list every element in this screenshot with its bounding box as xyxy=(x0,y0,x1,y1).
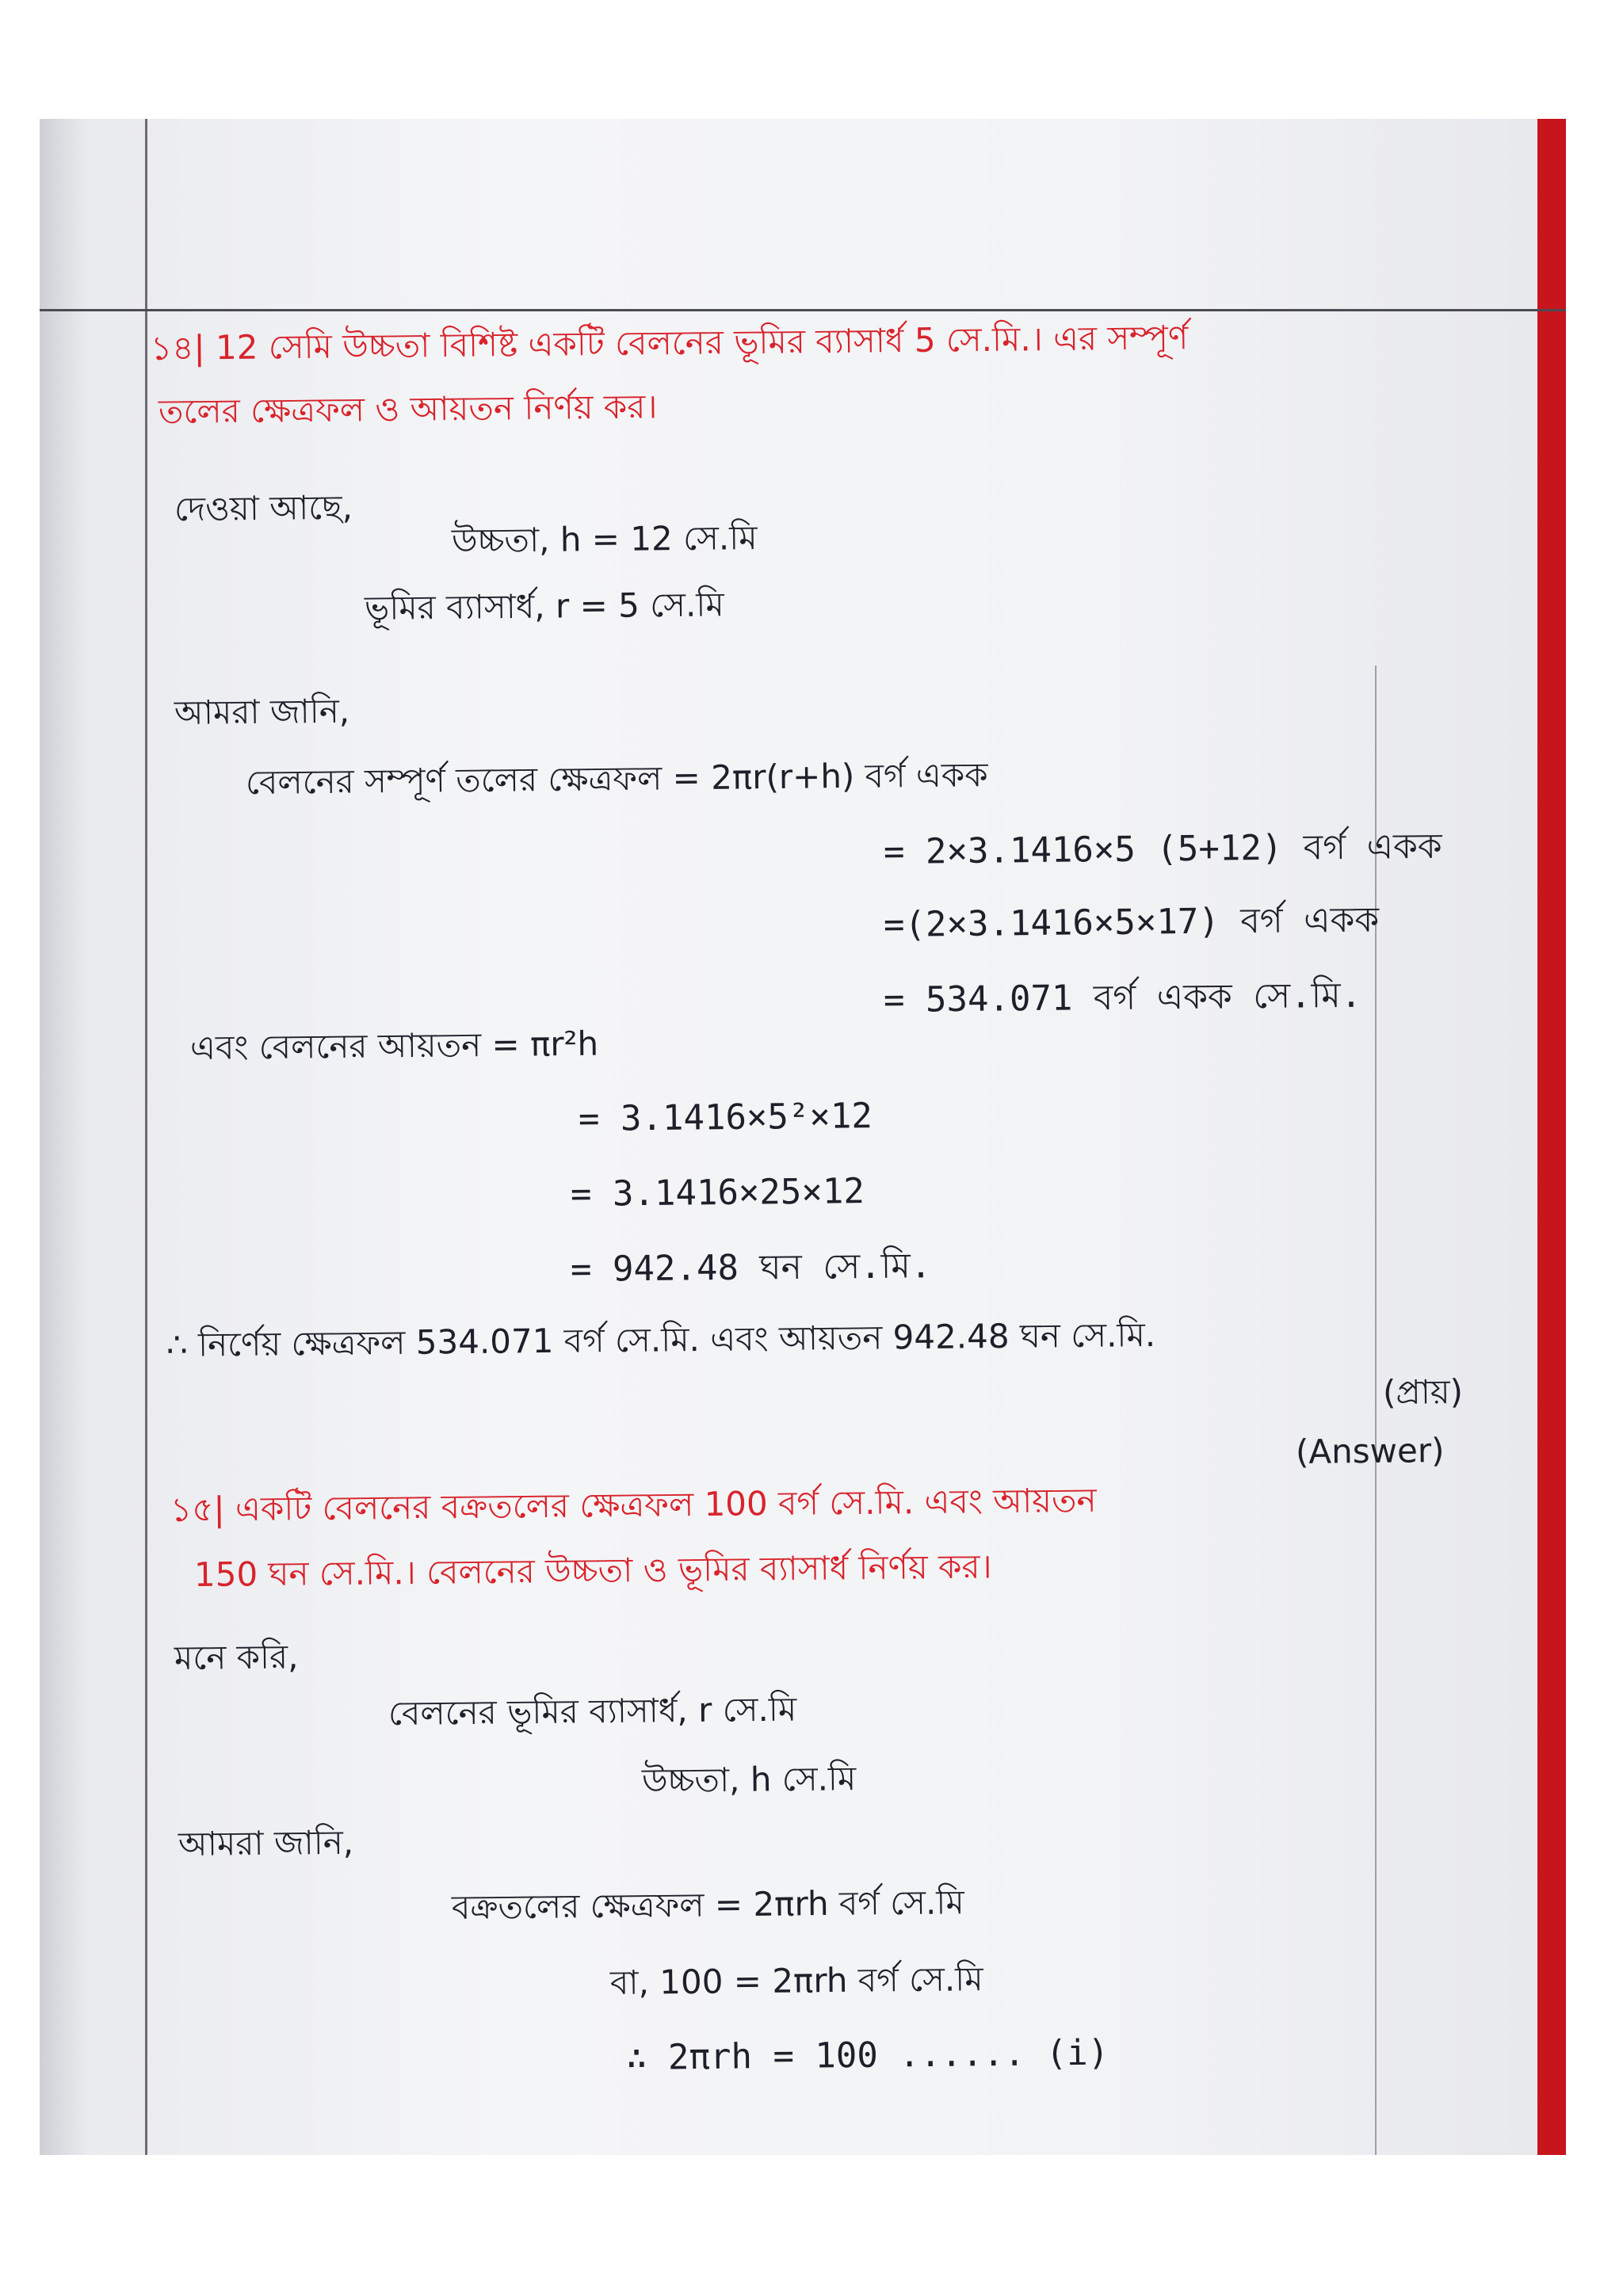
notebook-photo xyxy=(40,119,1566,2155)
q14-line-1: ১৪| 12 সেমি উচ্চতা বিশিষ্ট একটি বেলনের ভূমির ব্যাসার্ধ 5 সে.মি.। এর সম্পূর্ণ xyxy=(150,318,1189,368)
q15-line-1: ১৫| একটি বেলনের বক্রতলের ক্ষেত্রফল 100 বর্গ সে.মি. এবং আয়তন xyxy=(170,1480,1097,1529)
header-rule xyxy=(40,309,1566,311)
given-height: উচ্চতা, h = 12 সে.মি xyxy=(451,517,758,560)
area-result: = 534.071 বর্গ একক সে.মি. xyxy=(883,974,1362,1020)
q14-line-2: তলের ক্ষেত্রফল ও আয়তন নির্ণয় কর। xyxy=(158,387,658,431)
answer-mark: (Answer) xyxy=(1295,1431,1445,1471)
given-label: দেওয়া আছে, xyxy=(174,487,353,528)
volume-formula: এবং বেলনের আয়তন = πr²h xyxy=(189,1024,599,1067)
page-shadow xyxy=(40,119,87,2155)
we-know-label-2: আমরা জানি, xyxy=(178,1822,354,1863)
volume-step-2: = 3.1416×25×12 xyxy=(570,1171,865,1215)
volume-step-1: = 3.1416×5²×12 xyxy=(578,1096,873,1139)
let-label: মনে করি, xyxy=(174,1637,299,1677)
given-radius: ভূমির ব্যাসার্ধ, r = 5 সে.মি xyxy=(364,585,724,627)
or-equation: বা, 100 = 2πrh বর্গ সে.মি xyxy=(609,1959,983,2002)
volume-result: = 942.48 ঘন সে.মি. xyxy=(570,1245,932,1290)
right-margin-line xyxy=(1375,666,1377,2155)
area-formula: বেলনের সম্পূর্ণ তলের ক্ষেত্রফল = 2πr(r+h) বর্গ একক xyxy=(245,755,988,802)
area-step-2: =(2×3.1416×5×17) বর্গ একক xyxy=(883,899,1380,945)
we-know-label: আমরা জানি, xyxy=(174,691,350,732)
q15-line-2: 150 ঘন সে.মি.। বেলনের উচ্চতা ও ভূমির ব্যাসার্ধ নির্ণয় কর। xyxy=(193,1547,992,1594)
conclusion: ∴ নির্ণেয় ক্ষেত্রফল 534.071 বর্গ সে.মি. এবং আয়তন 942.48 ঘন সে.মি. xyxy=(166,1314,1156,1364)
let-radius: বেলনের ভূমির ব্যাসার্ধ, r সে.মি xyxy=(388,1689,797,1733)
area-step-1: = 2×3.1416×5 (5+12) বর্গ একক xyxy=(883,826,1442,872)
equation-1: ∴ 2πrh = 100 ...... (i) xyxy=(625,2032,1109,2078)
let-height: উচ্চতা, h সে.মি xyxy=(641,1759,857,1800)
left-margin-line xyxy=(145,119,147,2155)
approx-note: (প্রায়) xyxy=(1382,1371,1464,1412)
curved-area-formula: বক্রতলের ক্ষেত্রফল = 2πrh বর্গ সে.মি xyxy=(451,1882,964,1927)
red-notebook-edge xyxy=(1537,119,1566,2155)
